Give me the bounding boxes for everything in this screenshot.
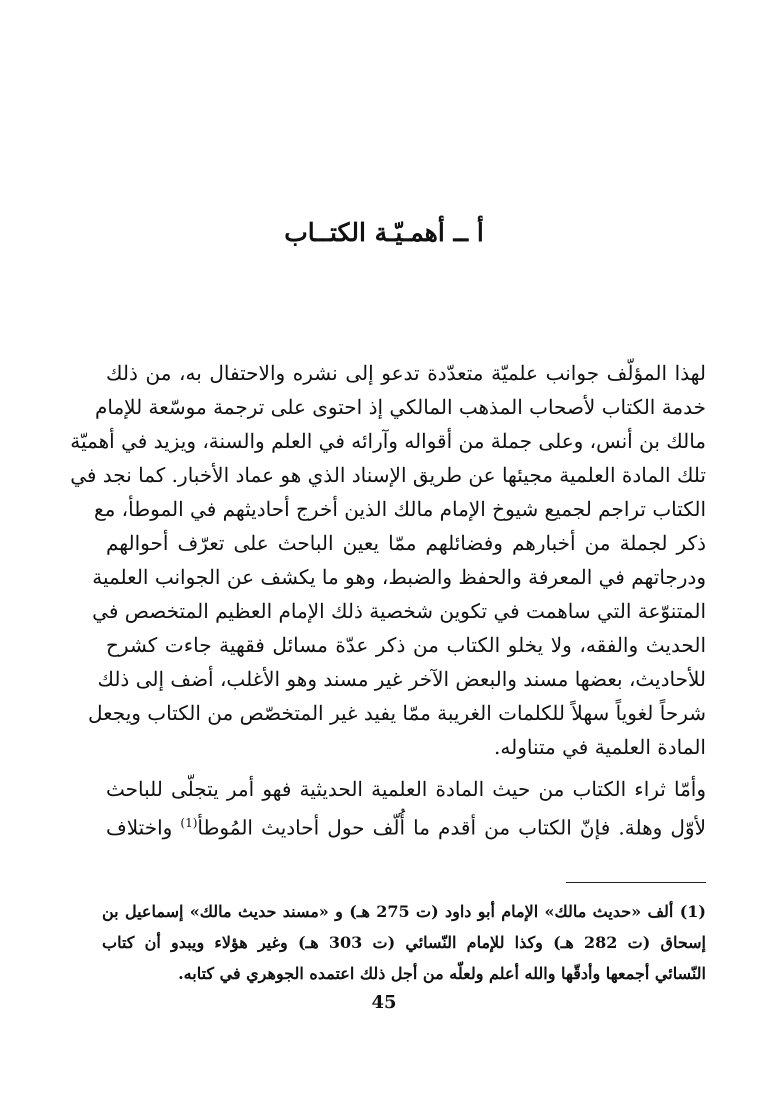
text-segment: لأوّل وهلة. فإنّ الكتاب من أقدم ما أُلّف حول أحاديث المُوطأ bbox=[197, 815, 706, 840]
paragraph-2 bbox=[106, 772, 706, 845]
footnote-line: (1) ألف «حديث مالك» الإمام أبو داود (ت 275 هـ) و «مسند حديث مالك» إسماعيل بن bbox=[102, 902, 706, 921]
text-line: الحديث والفقه، ولا يخلو الكتاب من ذكر عدّة مسائل فقهية جاءت كشرح bbox=[106, 633, 706, 657]
text-line: مالك بن أنس، وعلى جملة من أقواله وآرائه في العلم والسنة، ويزيد في أهميّة bbox=[70, 429, 706, 453]
section-heading: أ ــ أهمـيّـة الكتــاب bbox=[284, 218, 484, 247]
footnote-line: إسحاق (ت 282 هـ) وكذا للإمام النّسائي (ت 303 هـ) وغير هؤلاء ويبدو أن كتاب bbox=[102, 933, 706, 952]
text-line: للأحاديث، بعضها مسند والبعض الآخر غير مسند وهو الأغلب، أضف إلى ذلك bbox=[97, 667, 706, 691]
footnote-divider bbox=[566, 882, 706, 883]
text-line: خدمة الكتاب لأصحاب المذهب المالكي إذ احتوى على ترجمة موسّعة للإمام bbox=[94, 395, 706, 419]
paragraph-1 bbox=[70, 356, 706, 764]
page-number: 45 bbox=[371, 992, 397, 1013]
text-line: الكتاب تراجم لجميع شيوخ الإمام مالك الذين أخرج أحاديثهم في الموطأ، مع bbox=[93, 497, 706, 521]
text-line: وأمّا ثراء الكتاب من حيث المادة العلمية الحديثية فهو أمر يتجلّى للباحث bbox=[106, 777, 706, 801]
footnote-line: النّسائي أجمعها وأدقّها والله أعلم ولعلّه من أجل ذلك اعتمده الجوهري في كتابه. bbox=[178, 964, 706, 983]
text-line: ودرجاتهم في المعرفة والحفظ والضبط، وهو ما يكشف عن الجوانب العلمية bbox=[92, 565, 706, 589]
footnotes bbox=[102, 896, 706, 989]
body-text bbox=[70, 356, 706, 845]
text-line: تلك المادة العلمية مجيئها عن طريق الإسناد الذي هو عماد الأخبار. كما نجد في bbox=[70, 463, 706, 487]
text-line: ذكر لجملة من أخبارهم وفضائلهم ممّا يعين الباحث على تعرّف أحوالهم bbox=[106, 531, 706, 555]
text-line: لهذا المؤلّف جوانب علميّة متعدّدة تدعو إلى نشره والاحتفال به، من ذلك bbox=[106, 361, 706, 385]
footnote-reference: (1) bbox=[180, 816, 198, 830]
text-segment: واختلاف bbox=[106, 815, 181, 840]
text-line-with-footnote-ref bbox=[106, 806, 706, 845]
text-line: شرحاً لغوياً سهلاً للكلمات الغريبة ممّا يفيد غير المتخصّص من الكتاب ويجعل bbox=[88, 701, 706, 725]
text-line: المتنوّعة التي ساهمت في تكوين شخصية ذلك الإمام العظيم المتخصص في bbox=[92, 599, 706, 623]
text-line: المادة العلمية في متناوله. bbox=[494, 735, 706, 759]
